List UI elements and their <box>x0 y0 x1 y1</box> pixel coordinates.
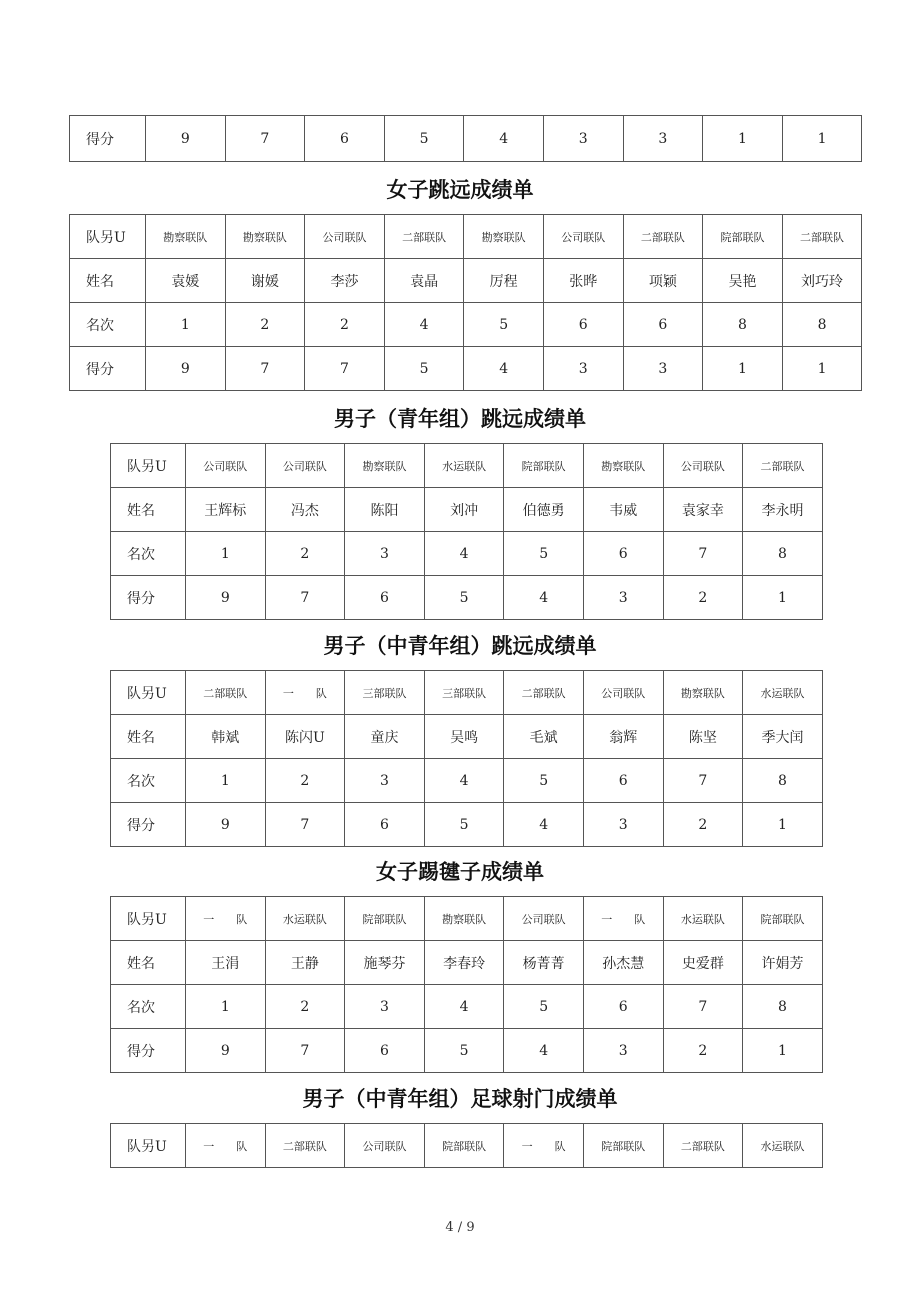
team-row <box>111 897 823 941</box>
team-cell: 二部联队 <box>782 215 862 259</box>
rank-cell: 7 <box>663 759 743 803</box>
score-cell: 3 <box>583 576 663 620</box>
name-cell: 翁辉 <box>583 715 663 759</box>
row-label-score: 得分 <box>70 347 146 391</box>
score-cell: 3 <box>623 347 703 391</box>
score-cell: 1 <box>703 347 783 391</box>
score-cell: 2 <box>663 1029 743 1073</box>
score-cell: 2 <box>663 576 743 620</box>
rank-row <box>111 759 823 803</box>
score-cell: 6 <box>345 576 425 620</box>
team-cell: 公司联队 <box>543 215 623 259</box>
name-cell: 孙杰慧 <box>583 941 663 985</box>
rank-cell: 1 <box>186 985 266 1029</box>
rank-cell: 7 <box>663 532 743 576</box>
row-label-name: 姓名 <box>111 488 186 532</box>
rank-cell: 3 <box>345 532 425 576</box>
score-cell: 6 <box>305 116 385 162</box>
name-cell: 冯杰 <box>265 488 345 532</box>
team-cell: 院部联队 <box>743 897 823 941</box>
row-label-team: 队另U <box>111 1124 186 1168</box>
results-table-women-shuttlecock <box>110 896 823 1073</box>
score-cell: 5 <box>384 116 464 162</box>
name-cell: 吴艳 <box>703 259 783 303</box>
score-cell: 3 <box>543 116 623 162</box>
name-cell: 陈坚 <box>663 715 743 759</box>
name-cell: 厉程 <box>464 259 544 303</box>
team-cell: 二部联队 <box>663 1124 743 1168</box>
team-cell: 一 队 <box>186 897 266 941</box>
score-row <box>111 576 823 620</box>
rank-row <box>70 303 862 347</box>
score-cell: 7 <box>265 803 345 847</box>
rank-cell: 3 <box>345 759 425 803</box>
name-cell: 季大闰 <box>743 715 823 759</box>
score-row <box>70 347 862 391</box>
row-label-team: 队另U <box>111 444 186 488</box>
rank-cell: 6 <box>543 303 623 347</box>
team-cell: 公司联队 <box>265 444 345 488</box>
score-cell: 3 <box>583 1029 663 1073</box>
row-label-rank: 名次 <box>111 985 186 1029</box>
team-row <box>111 671 823 715</box>
rank-row <box>111 985 823 1029</box>
rank-cell: 2 <box>265 985 345 1029</box>
score-cell: 4 <box>504 1029 584 1073</box>
team-row <box>111 444 823 488</box>
team-cell: 一 队 <box>186 1124 266 1168</box>
rank-cell: 6 <box>583 985 663 1029</box>
team-cell: 勘察联队 <box>424 897 504 941</box>
team-cell: 一 队 <box>583 897 663 941</box>
name-cell: 王涓 <box>186 941 266 985</box>
row-label-rank: 名次 <box>111 759 186 803</box>
name-cell: 杨菁菁 <box>504 941 584 985</box>
rank-cell: 4 <box>424 985 504 1029</box>
name-cell: 袁媛 <box>146 259 226 303</box>
rank-cell: 6 <box>623 303 703 347</box>
rank-cell: 4 <box>384 303 464 347</box>
rank-cell: 3 <box>345 985 425 1029</box>
score-cell: 4 <box>464 116 544 162</box>
name-cell: 谢媛 <box>225 259 305 303</box>
team-cell: 三部联队 <box>345 671 425 715</box>
row-label-score: 得分 <box>111 803 186 847</box>
score-row <box>70 116 862 162</box>
results-table-women-long-jump <box>69 214 862 391</box>
rank-cell: 5 <box>464 303 544 347</box>
name-cell: 王辉标 <box>186 488 266 532</box>
score-cell: 9 <box>186 803 266 847</box>
score-cell: 1 <box>743 1029 823 1073</box>
row-label-rank: 名次 <box>70 303 146 347</box>
name-cell: 史爱群 <box>663 941 743 985</box>
team-cell: 院部联队 <box>345 897 425 941</box>
team-cell: 二部联队 <box>384 215 464 259</box>
results-table-men-middle-football <box>110 1123 823 1168</box>
team-cell: 二部联队 <box>623 215 703 259</box>
score-cell: 3 <box>543 347 623 391</box>
team-cell: 一 队 <box>504 1124 584 1168</box>
team-row <box>111 1124 823 1168</box>
name-cell: 袁晶 <box>384 259 464 303</box>
score-cell: 3 <box>623 116 703 162</box>
name-cell: 项颖 <box>623 259 703 303</box>
team-cell: 公司联队 <box>663 444 743 488</box>
score-cell: 2 <box>663 803 743 847</box>
score-cell: 7 <box>265 576 345 620</box>
rank-cell: 1 <box>146 303 226 347</box>
rank-cell: 6 <box>583 532 663 576</box>
name-cell: 李莎 <box>305 259 385 303</box>
rank-cell: 7 <box>663 985 743 1029</box>
name-cell: 王静 <box>265 941 345 985</box>
name-row <box>70 259 862 303</box>
row-label-rank: 名次 <box>111 532 186 576</box>
name-cell: 吴鸣 <box>424 715 504 759</box>
name-cell: 刘冲 <box>424 488 504 532</box>
team-cell: 勘察联队 <box>225 215 305 259</box>
team-cell: 公司联队 <box>186 444 266 488</box>
name-row <box>111 488 823 532</box>
score-cell: 5 <box>424 576 504 620</box>
rank-cell: 2 <box>265 532 345 576</box>
score-cell: 5 <box>424 803 504 847</box>
team-cell: 院部联队 <box>583 1124 663 1168</box>
team-cell: 院部联队 <box>504 444 584 488</box>
score-cell: 1 <box>782 116 862 162</box>
name-row <box>111 941 823 985</box>
name-cell: 童庆 <box>345 715 425 759</box>
team-cell: 三部联队 <box>424 671 504 715</box>
rank-cell: 8 <box>743 985 823 1029</box>
row-label-score: 得分 <box>111 1029 186 1073</box>
score-row <box>111 1029 823 1073</box>
name-cell: 韩斌 <box>186 715 266 759</box>
rank-cell: 1 <box>186 532 266 576</box>
team-cell: 水运联队 <box>265 897 345 941</box>
name-cell: 李春玲 <box>424 941 504 985</box>
score-cell: 1 <box>782 347 862 391</box>
team-cell: 勘察联队 <box>146 215 226 259</box>
score-cell: 9 <box>186 1029 266 1073</box>
team-cell: 院部联队 <box>424 1124 504 1168</box>
rank-cell: 4 <box>424 532 504 576</box>
name-cell: 刘巧玲 <box>782 259 862 303</box>
rank-cell: 2 <box>265 759 345 803</box>
row-label-score: 得分 <box>70 116 146 162</box>
team-cell: 勘察联队 <box>345 444 425 488</box>
score-row <box>111 803 823 847</box>
page-number: 4 / 9 <box>445 1220 475 1235</box>
team-cell: 公司联队 <box>583 671 663 715</box>
name-row <box>111 715 823 759</box>
score-cell: 9 <box>186 576 266 620</box>
score-cell: 6 <box>345 1029 425 1073</box>
rank-cell: 4 <box>424 759 504 803</box>
team-cell: 勘察联队 <box>583 444 663 488</box>
rank-cell: 5 <box>504 985 584 1029</box>
score-cell: 7 <box>265 1029 345 1073</box>
rank-cell: 6 <box>583 759 663 803</box>
score-cell: 7 <box>305 347 385 391</box>
team-cell: 二部联队 <box>265 1124 345 1168</box>
rank-cell: 1 <box>186 759 266 803</box>
score-cell: 1 <box>743 576 823 620</box>
row-label-team: 队另U <box>70 215 146 259</box>
name-cell: 毛斌 <box>504 715 584 759</box>
top-score-table <box>69 115 862 162</box>
name-cell: 陈闪U <box>265 715 345 759</box>
rank-cell: 5 <box>504 759 584 803</box>
row-label-name: 姓名 <box>111 941 186 985</box>
name-cell: 张晔 <box>543 259 623 303</box>
rank-cell: 2 <box>225 303 305 347</box>
score-cell: 3 <box>583 803 663 847</box>
team-cell: 水运联队 <box>663 897 743 941</box>
section-title-men-youth-long-jump: 男子（青年组）跳远成绩单 <box>334 407 586 431</box>
rank-cell: 8 <box>743 759 823 803</box>
section-title-women-shuttlecock: 女子踢毽子成绩单 <box>376 860 544 884</box>
team-cell: 公司联队 <box>345 1124 425 1168</box>
section-title-women-long-jump: 女子跳远成绩单 <box>386 178 534 202</box>
section-title-men-middle-long-jump: 男子（中青年组）跳远成绩单 <box>323 634 597 658</box>
score-cell: 4 <box>464 347 544 391</box>
score-cell: 7 <box>225 347 305 391</box>
name-cell: 施琴芬 <box>345 941 425 985</box>
team-row <box>70 215 862 259</box>
rank-cell: 8 <box>782 303 862 347</box>
team-cell: 公司联队 <box>305 215 385 259</box>
rank-cell: 8 <box>703 303 783 347</box>
team-cell: 二部联队 <box>504 671 584 715</box>
row-label-team: 队另U <box>111 671 186 715</box>
team-cell: 水运联队 <box>424 444 504 488</box>
score-cell: 6 <box>345 803 425 847</box>
team-cell: 二部联队 <box>186 671 266 715</box>
name-cell: 韦威 <box>583 488 663 532</box>
name-cell: 袁家幸 <box>663 488 743 532</box>
team-cell: 勘察联队 <box>464 215 544 259</box>
team-cell: 院部联队 <box>703 215 783 259</box>
section-title-men-middle-football: 男子（中青年组）足球射门成绩单 <box>302 1087 618 1111</box>
rank-cell: 2 <box>305 303 385 347</box>
team-cell: 公司联队 <box>504 897 584 941</box>
results-table-men-middle-long-jump <box>110 670 823 847</box>
results-table-men-youth-long-jump <box>110 443 823 620</box>
score-cell: 5 <box>384 347 464 391</box>
row-label-name: 姓名 <box>70 259 146 303</box>
team-cell: 一 队 <box>265 671 345 715</box>
score-cell: 4 <box>504 803 584 847</box>
score-cell: 7 <box>225 116 305 162</box>
row-label-team: 队另U <box>111 897 186 941</box>
row-label-name: 姓名 <box>111 715 186 759</box>
name-cell: 许娟芳 <box>743 941 823 985</box>
row-label-score: 得分 <box>111 576 186 620</box>
name-cell: 李永明 <box>743 488 823 532</box>
name-cell: 伯德勇 <box>504 488 584 532</box>
score-cell: 9 <box>146 347 226 391</box>
rank-cell: 8 <box>743 532 823 576</box>
name-cell: 陈阳 <box>345 488 425 532</box>
score-cell: 9 <box>146 116 226 162</box>
score-cell: 1 <box>703 116 783 162</box>
team-cell: 勘察联队 <box>663 671 743 715</box>
score-cell: 4 <box>504 576 584 620</box>
rank-row <box>111 532 823 576</box>
rank-cell: 5 <box>504 532 584 576</box>
team-cell: 二部联队 <box>743 444 823 488</box>
score-cell: 1 <box>743 803 823 847</box>
team-cell: 水运联队 <box>743 1124 823 1168</box>
score-cell: 5 <box>424 1029 504 1073</box>
team-cell: 水运联队 <box>743 671 823 715</box>
